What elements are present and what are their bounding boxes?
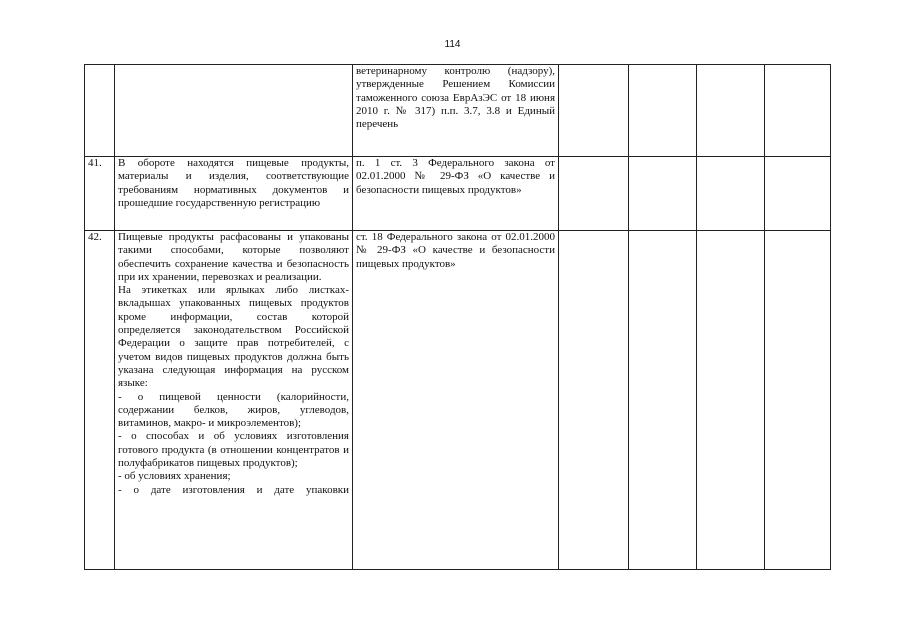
- table-row: [85, 65, 831, 157]
- reference-text: ветеринарному контролю (надзору), утвержденные Решением Комиссии таможенного союза ЕврАзЭС от 18 июня 2010 г. № 317) п.п. 3.7, 3.8 и Единый перечень: [356, 65, 555, 131]
- empty-cell: [629, 157, 697, 231]
- row-number: 41.: [85, 157, 115, 231]
- page-number: 114: [444, 39, 461, 50]
- requirement-list-item: - о дате изготовления и дате упаковки: [118, 483, 349, 496]
- reference-cell: [353, 65, 559, 157]
- empty-cell: [765, 231, 831, 570]
- empty-cell: [697, 231, 765, 570]
- table-row: [85, 157, 831, 231]
- reference-text: п. 1 ст. 3 Федерального закона от 02.01.2000 № 29-ФЗ «О качестве и безопасности пищевых продуктов»: [356, 157, 555, 196]
- empty-cell: [559, 157, 629, 231]
- empty-cell: [629, 231, 697, 570]
- row-number: [85, 65, 115, 157]
- requirement-text: В обороте находятся пищевые продукты, материалы и изделия, соответствующие требованиям нормативных документов и прошедшие государственную регистрацию: [118, 157, 349, 209]
- requirement-list-item: - о способах и об условиях изготовления готового продукта (в отношении концентратов и полуфабрикатов пищевых продуктов);: [118, 430, 349, 470]
- empty-cell: [559, 65, 629, 157]
- empty-cell: [697, 65, 765, 157]
- row-number: 42.: [85, 231, 115, 570]
- empty-cell: [629, 65, 697, 157]
- reference-cell: [353, 231, 559, 570]
- requirement-list-item: - о пищевой ценности (калорийности, содержании белков, жиров, углеводов, витаминов, макро- и микроэлементов);: [118, 390, 349, 430]
- requirements-table: [84, 64, 831, 570]
- requirement-text: На этикетках или ярлыках либо листках-вкладышах упакованных пищевых продуктов кроме информации, состав которой определяется законодательством Российской Федерации о защите прав потребителей, с учетом видов пищевых продуктов должна быть указана следующая информация на русском языке:: [118, 284, 349, 390]
- requirement-cell: [115, 157, 353, 231]
- empty-cell: [697, 157, 765, 231]
- reference-text: ст. 18 Федерального закона от 02.01.2000 № 29-ФЗ «О качестве и безопасности пищевых продуктов»: [356, 231, 555, 270]
- requirement-cell: [115, 231, 353, 570]
- requirement-list-item: - об условиях хранения;: [118, 470, 231, 483]
- requirement-cell: [115, 65, 353, 157]
- empty-cell: [765, 157, 831, 231]
- reference-cell: [353, 157, 559, 231]
- table-row: [85, 231, 831, 570]
- empty-cell: [559, 231, 629, 570]
- empty-cell: [765, 65, 831, 157]
- requirement-text: Пищевые продукты расфасованы и упакованы такими способами, которые позволяют обеспечить сохранение качества и безопасность при их хранении, перевозках и реализации.: [118, 231, 349, 283]
